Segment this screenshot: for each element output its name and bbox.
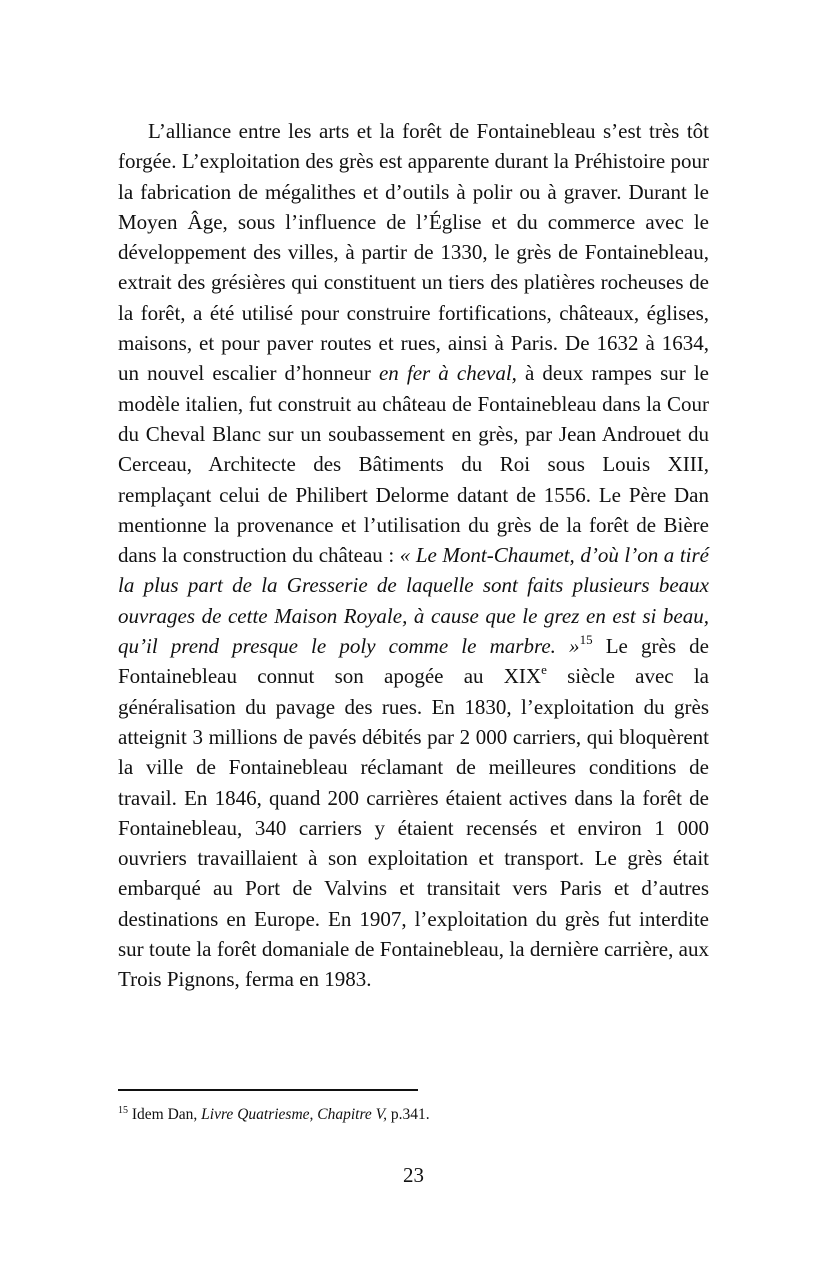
quotation: « Le Mont-Chaumet, d’où l’on a tiré la plus part de la Gresserie de laquelle sont faits plusieurs beaux ouvrages de cette Maison Royale, à cause que le grez en est si beau, qu’il prend presque le poly comme le marbre. »: [118, 543, 709, 659]
page-number: 23: [403, 1163, 424, 1187]
footnote-divider: [118, 1089, 418, 1091]
body-text-2: à deux rampes sur le modèle italien, fut construit au château de Fontainebleau dans la Cour du Cheval Blanc sur un soubassement en grès, par Jean Androuet du Cerceau, Architecte des Bâtiments du Roi sous Louis XIII, remplaçant celui de Philibert Delorme datant de 1556. Le Père Dan mentionne la provenance et l’utilisation du grès de la forêt de Bière dans la construction du château :: [118, 361, 709, 568]
body-paragraph: [118, 116, 709, 995]
footnote-page: p.341.: [387, 1106, 430, 1123]
footnote-title: Livre Quatriesme, Chapitre V,: [201, 1106, 388, 1123]
body-text-1: L’alliance entre les arts et la forêt de Fontainebleau s’est très tôt forgée. L’exploitation des grès est apparente durant la Préhistoire pour la fabrication de mégalithes et d’outils à polir ou à graver. Durant le Moyen Âge, sous l’influence de l’Église et du commerce avec le développement des villes, à partir de 1330, le grès de Fontainebleau, extrait des grésières qui constituent un tiers des platières rocheuses de la forêt, a été utilisé pour construire fortifications, châteaux, églises, maisons, et pour paver routes et rues, ainsi à Paris. De 1632 à 1634, un nouvel escalier d’honneur: [118, 119, 709, 386]
century-superscript: e: [541, 662, 547, 678]
body-text-4: siècle avec la généralisation du pavage des rues. En 1830, l’exploitation du grès atteignit 3 millions de pavés débités par 2 000 carriers, qui bloquèrent la ville de Fontainebleau réclamant de meilleures conditions de travail. En 1846, quand 200 carrières étaient actives dans la forêt de Fontainebleau, 340 carriers y étaient recensés et environ 1 000 ouvriers travaillaient à son exploitation et transport. Le grès était embarqué au Port de Valvins et transitait vers Paris et d’autres destinations en Europe. En 1907, l’exploitation du grès fut interdite sur toute la forêt domaniale de Fontainebleau, la dernière carrière, aux Trois Pignons, ferma en 1983.: [118, 664, 710, 992]
body-text-3: Le grès de Fontainebleau connut son apogée au XIX: [118, 634, 709, 689]
italic-phrase: en fer à cheval,: [378, 361, 517, 386]
footnote-author: Idem Dan,: [128, 1106, 202, 1123]
footnote: [118, 1104, 709, 1126]
footnote-reference[interactable]: 15: [579, 632, 593, 648]
footnote-number: 15: [118, 1105, 128, 1116]
